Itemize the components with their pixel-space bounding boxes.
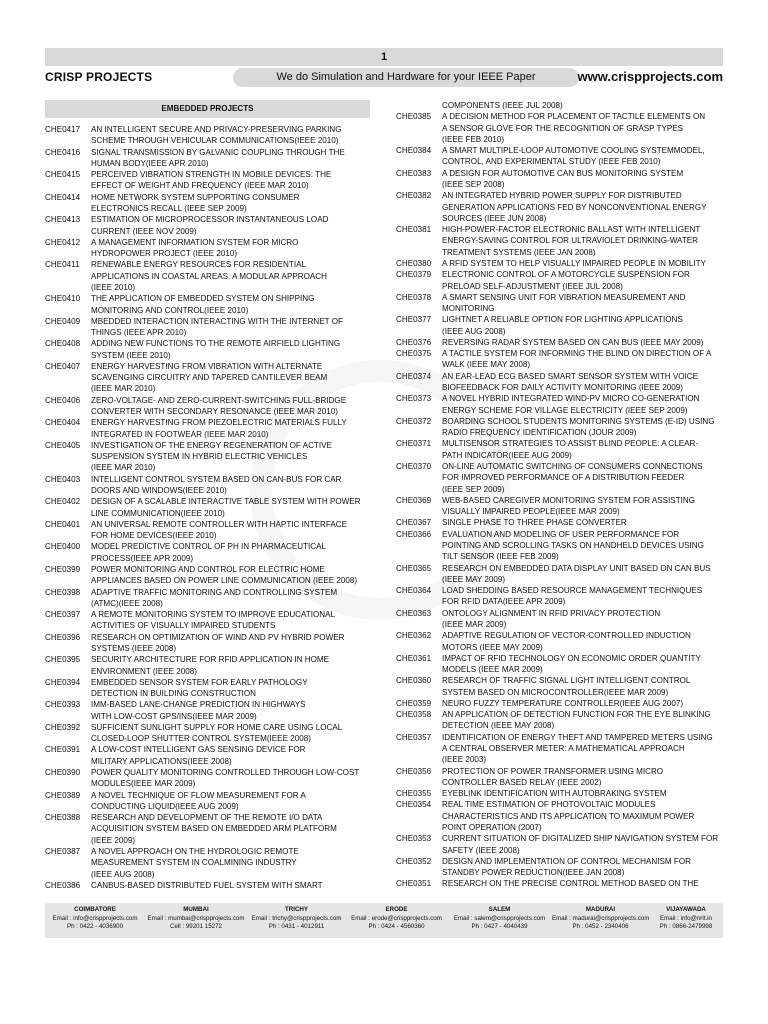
project-code: CHE0354 <box>396 800 432 810</box>
project-entry <box>396 585 726 608</box>
project-code: CHE0358 <box>396 710 432 720</box>
project-code: CHE0384 <box>396 146 432 156</box>
project-title: ADAPTIVE TRAFFIC MONITORING AND CONTROLLING SYSTEM (ATMC)(IEEE 2008) <box>91 587 338 608</box>
project-title: A DESIGN FOR AUTOMOTIVE CAN BUS MONITORING SYSTEM (IEEE SEP 2008) <box>442 168 684 189</box>
project-entry <box>396 653 726 676</box>
project-title: A NOVEL TECHNIQUE OF FLOW MEASUREMENT FOR A CONDUCTING LIQUID(IEEE AUG 2009) <box>91 790 306 811</box>
project-code: CHE0395 <box>45 655 81 665</box>
office-city: MADURAI <box>585 906 616 913</box>
project-entry <box>396 495 726 518</box>
office-city: TRICHY <box>284 906 309 913</box>
project-title: HOME NETWORK SYSTEM SUPPORTING CONSUMER ELECTRONICS RECALL (IEEE SEP 2009) <box>91 192 300 213</box>
project-title: DESIGN AND IMPLEMENTATION OF CONTROL MECHANISM FOR STANDBY POWER REDUCTION(IEEE JAN 2008) <box>442 856 691 878</box>
project-entry <box>396 529 726 563</box>
project-code: CHE0361 <box>396 653 432 663</box>
project-title: AN INTELLIGENT SECURE AND PRIVACY-PRESERVING PARKING SCHEME THROUGH VEHICULAR COMMUNICATIONS(IEEE 2010) <box>91 125 342 146</box>
project-code: CHE0387 <box>45 847 81 856</box>
project-title: SECURITY ARCHITECTURE FOR RFID APPLICATION IN HOME ENVIRONMENT (IEEE 2008) <box>91 655 330 676</box>
office-city: SALEM <box>488 906 511 913</box>
project-entry <box>396 348 726 371</box>
project-entry <box>45 440 370 474</box>
project-code: CHE0401 <box>45 519 81 529</box>
project-title: A DECISION METHOD FOR PLACEMENT OF TACTILE ELEMENTS ON A SENSOR GLOVE FOR THE RECOGNITION OF GRASP TYPES (IEEE FEB 2010) <box>442 112 706 144</box>
project-title: LIGHTNET A RELIABLE OPTION FOR LIGHTING APPLICATIONS (IEEE AUG 2008) <box>442 315 683 336</box>
project-entry <box>45 474 370 497</box>
project-entry <box>396 224 726 258</box>
project-title: PERCEIVED VIBRATION STRENGTH IN MOBILE DEVICES: THE EFFECT OF WEIGHT AND FREQUENCY (IEEE MAR 2010) <box>91 170 332 191</box>
page-header <box>45 68 723 88</box>
project-code: CHE0386 <box>45 880 81 890</box>
office-email[interactable]: Email : madurai@crispprojects.com <box>552 915 650 922</box>
project-title: ONTOLOGY ALIGNMENT IN RFID PRIVACY PROTECTION (IEEE MAR 2009) <box>442 608 661 629</box>
project-entry <box>396 314 726 337</box>
project-title: HIGH-POWER-FACTOR ELECTRONIC BALLAST WITH INTELLIGENT ENERGY-SAVING CONTROL FOR ULTRAVIOLET DRINKING-WATER TREATMENT SYSTEMS (IEEE JAN 2008) <box>442 225 701 257</box>
office-email[interactable]: Email : salem@crispprojects.com <box>453 915 546 922</box>
project-entry <box>396 563 726 586</box>
project-code: CHE0352 <box>396 856 432 866</box>
project-title: CANBUS-BASED DISTRIBUTED FUEL SYSTEM WITH SMART <box>91 880 323 890</box>
project-entry <box>396 517 726 528</box>
project-entry <box>396 799 726 833</box>
project-entry <box>396 878 726 889</box>
project-title: RESEARCH AND DEVELOPMENT OF THE REMOTE I/O DATA ACQUISITION SYSTEM BASED ON EMBEDDED ARM PLATFORM (IEEE 2009) <box>91 813 337 845</box>
project-entry <box>396 608 726 631</box>
office-phone: Ph : 0424 - 4560360 <box>368 923 425 930</box>
project-code: CHE0371 <box>396 439 432 449</box>
project-title: EMBEDDED SENSOR SYSTEM FOR EARLY PATHOLOGY DETECTION IN BUILDING CONSTRUCTION <box>91 677 308 699</box>
section-title: EMBEDDED PROJECTS <box>45 100 370 118</box>
project-title: ENERGY HARVESTING FROM VIBRATION WITH ALTERNATE SCAVENGING CIRCUITRY AND TAPERED CANTILEVER BEAM (IEEE MAR 2010) <box>91 361 328 394</box>
project-entry <box>396 371 726 394</box>
project-code: CHE0379 <box>396 270 432 280</box>
project-title: ON-LINE AUTOMATIC SWITCHING OF CONSUMERS CONNECTIONS FOR IMPROVED PERFORMANCE OF A DISTRIBUTION FEEDER (IEEE SEP 2009) <box>442 462 703 494</box>
project-entry <box>45 654 370 677</box>
project-entry <box>396 788 726 799</box>
project-code: CHE0385 <box>396 112 432 122</box>
office-email[interactable]: Email : info@nrit.in <box>659 915 713 922</box>
project-title: A REMOTE MONITORING SYSTEM TO IMPROVE EDUCATIONAL ACTIVITIES OF VISUALLY IMPAIRED STUDENTS <box>91 610 336 631</box>
project-entry <box>45 722 370 745</box>
project-entry <box>396 416 726 439</box>
project-code: CHE0412 <box>45 237 81 247</box>
office-city: VIJAYAWADA <box>666 906 706 913</box>
project-entry <box>396 856 726 879</box>
project-entry <box>45 744 370 767</box>
project-code: CHE0416 <box>45 147 81 157</box>
project-entry <box>45 417 370 440</box>
project-entry <box>396 766 726 789</box>
project-title: THE APPLICATION OF EMBEDDED SYSTEM ON SHIPPING MONITORING AND CONTROL(IEEE 2010) <box>91 294 315 315</box>
project-code: CHE0417 <box>45 125 81 134</box>
project-entry <box>396 709 726 732</box>
project-code: CHE0392 <box>45 722 81 732</box>
office-city: MUMBAI <box>183 906 209 913</box>
project-code: CHE0376 <box>396 337 432 347</box>
project-code: CHE0369 <box>396 495 432 505</box>
website-url: www.crispprojects.com <box>577 69 723 84</box>
project-entry <box>45 192 370 215</box>
project-title: RESEARCH ON OPTIMIZATION OF WIND AND PV HYBRID POWER SYSTEMS (IEEE 2008) <box>91 632 345 653</box>
project-entry <box>396 732 726 766</box>
project-code: CHE0360 <box>396 676 432 686</box>
project-title: A NOVEL HYBRID INTEGRATED WIND-PV MICRO CO-GENERATION ENERGY SCHEME FOR VILLAGE ELECTRICITY (IEEE SEP 2009) <box>442 394 700 415</box>
project-title: REAL TIME ESTIMATION OF PHOTOVOLTAIC MODULES CHARACTERISTICS AND ITS APPLICATION TO MAXIMUM POWER POINT OPERATION (2007) <box>442 800 695 832</box>
project-entry <box>396 145 726 168</box>
project-code: CHE0393 <box>45 700 81 710</box>
office-phone: Ph : 0866-2479998 <box>659 923 713 930</box>
project-title: AN APPLICATION OF DETECTION FUNCTION FOR THE EYE BLINKING DETECTION (IEEE MAY 2008) <box>442 710 711 731</box>
project-code: CHE0374 <box>396 371 432 381</box>
project-code: CHE0362 <box>396 631 432 641</box>
project-title: INTELLIGENT CONTROL SYSTEM BASED ON CAN-BUS FOR CAR DOORS AND WINDOWS(IEEE 2010) <box>91 474 342 495</box>
office-email[interactable]: Email : erode@crispprojects.com <box>351 915 442 922</box>
project-title: ENERGY HARVESTING FROM PIEZOELECTRIC MATERIALS FULLY INTEGRATED IN FOOTWEAR (IEEE MAR 2010) <box>91 418 347 439</box>
project-title: REVERSING RADAR SYSTEM BASED ON CAN BUS (IEEE MAY 2009) <box>442 337 704 347</box>
project-code: CHE0383 <box>396 168 432 178</box>
project-title: POWER MONITORING AND CONTROL FOR ELECTRIC HOME APPLIANCES BASED ON POWER LINE COMMUNICATION (IEEE 2008) <box>91 564 358 586</box>
continuation-text: COMPONENTS (IEEE JUL 2008) <box>442 101 563 110</box>
project-code: CHE0373 <box>396 394 432 404</box>
project-code: CHE0355 <box>396 789 432 799</box>
project-entry <box>396 269 726 292</box>
project-entry <box>45 767 370 790</box>
project-entry <box>45 632 370 655</box>
project-title: RESEARCH ON EMBEDDED DATA DISPLAY UNIT BASED ON CAN BUS (IEEE MAY 2009) <box>442 563 711 584</box>
project-entry <box>45 541 370 564</box>
project-title: A LOW-COST INTELLIGENT GAS SENSING DEVICE FOR MILITARY APPLICATIONS(IEEE 2008) <box>91 745 306 766</box>
project-title: IMM-BASED LANE-CHANGE PREDICTION IN HIGHWAYS WITH LOW-COST GPS/INS(IEEE MAR 2009) <box>91 700 306 721</box>
right-column <box>396 100 726 890</box>
project-entry <box>396 258 726 269</box>
project-title: AN UNIVERSAL REMOTE CONTROLLER WITH HAPTIC INTERFACE FOR HOME DEVICES(IEEE 2010) <box>91 519 348 541</box>
project-title: INVESTIGATION OF THE ENERGY REGENERATION OF ACTIVE SUSPENSION SYSTEM IN HYBRID ELECTRIC VEHICLES (IEEE MAR 2010) <box>91 440 332 473</box>
page-number: 1 <box>380 51 388 63</box>
project-code: CHE0399 <box>45 564 81 574</box>
left-column <box>45 100 370 891</box>
project-title: MBEDDED INTERACTION INTERACTING WITH THE INTERNET OF THINGS (IEEE APR 2010) <box>91 316 343 338</box>
project-code: CHE0414 <box>45 192 81 202</box>
office-phone: Ph : 0427 - 4040439 <box>471 923 528 930</box>
office-phone: Ph : 0431 - 4012911 <box>268 923 325 930</box>
project-code: CHE0370 <box>396 462 432 471</box>
project-entry <box>396 833 726 856</box>
project-title: AN INTEGRATED HYBRID POWER SUPPLY FOR DISTRIBUTED GENERATION APPLICATIONS FED BY NONCONVENTIONAL ENERGY SOURCES (IEEE JUN 2008) <box>442 191 707 223</box>
project-title: A MANAGEMENT INFORMATION SYSTEM FOR MICRO HYDROPOWER PROJECT (IEEE 2010) <box>91 237 299 259</box>
project-entry <box>45 587 370 610</box>
project-code: CHE0405 <box>45 440 81 450</box>
project-code: CHE0396 <box>45 632 81 642</box>
project-title: A RFID SYSTEM TO HELP VISUALLY IMPAIRED PEOPLE IN MOBILITY <box>442 258 707 268</box>
project-title: CURRENT SITUATION OF DIGITALIZED SHIP NAVIGATION SYSTEM FOR SAFETY (IEEE 2008) <box>442 834 719 855</box>
project-entry <box>396 190 726 224</box>
office-phone: Ph : 0452 - 2340406 <box>572 923 629 930</box>
project-entry <box>45 214 370 237</box>
project-entry <box>45 677 370 700</box>
project-code: CHE0366 <box>396 529 432 539</box>
project-title: ADDING NEW FUNCTIONS TO THE REMOTE AIRFIELD LIGHTING SYSTEM (IEEE 2010) <box>91 339 341 360</box>
project-title: ELECTRONIC CONTROL OF A MOTORCYCLE SUSPENSION FOR PRELOAD SELF-ADJUSTMENT (IEEE JUL 2008) <box>442 270 690 291</box>
project-title: POWER QUALITY MONITORING CONTROLLED THROUGH LOW-COST MODULES(IEEE MAR 2009) <box>91 768 360 789</box>
project-title: BOARDING SCHOOL STUDENTS MONITORING SYSTEMS (E-ID) USING RADIO FREQUENCY IDENTIFICATION (JOUR 2009) <box>442 416 715 438</box>
project-title: EYEBLINK IDENTIFICATION WITH AUTOBRAKING SYSTEM <box>442 789 667 799</box>
project-entry <box>45 259 370 293</box>
project-code: CHE0372 <box>396 416 432 426</box>
project-code: CHE0413 <box>45 215 81 225</box>
project-code: CHE0356 <box>396 766 432 776</box>
project-entry <box>396 168 726 191</box>
project-code: CHE0397 <box>45 610 81 620</box>
project-entry <box>45 609 370 632</box>
project-title: MODEL PREDICTIVE CONTROL OF PH IN PHARMACEUTICAL PROCESS(IEEE APR 2009) <box>91 542 327 563</box>
project-entry <box>45 316 370 339</box>
project-title: WEB-BASED CAREGIVER MONITORING SYSTEM FOR ASSISTING VISUALLY IMPAIRED PEOPLE(IEEE MAR 2009) <box>442 495 696 517</box>
project-entry <box>45 812 370 846</box>
project-entry <box>45 361 370 395</box>
project-code: CHE0359 <box>396 698 432 708</box>
project-code: CHE0400 <box>45 542 81 552</box>
project-code: CHE0382 <box>396 191 432 201</box>
project-title: LOAD SHEDDING BASED RESOURCE MANAGEMENT TECHNIQUES FOR RFID DATA(IEEE APR 2009) <box>442 586 703 607</box>
project-entry <box>45 395 370 418</box>
project-entry <box>396 292 726 315</box>
project-code: CHE0363 <box>396 608 432 618</box>
project-code: CHE0351 <box>396 879 432 889</box>
project-entry <box>396 630 726 653</box>
project-title: SUFFICIENT SUNLIGHT SUPPLY FOR HOME CARE USING LOCAL CLOSED-LOOP SHUTTER CONTROL SYSTEM(IEEE 2008) <box>91 722 343 744</box>
project-entry <box>45 338 370 361</box>
project-title: IDENTIFICATION OF ENERGY THEFT AND TAMPERED METERS USING A CENTRAL OBSERVER METER: A MATHEMATICAL APPROACH (IEEE 2003) <box>442 732 713 765</box>
project-title: A SMART SENSING UNIT FOR VIBRATION MEASUREMENT AND MONITORING <box>442 292 686 314</box>
project-title: RENEWABLE ENERGY RESOURCES FOR RESIDENTIAL APPLICATIONS IN COASTAL AREAS: A MODULAR APPROACH (IEEE 2010) <box>91 260 327 292</box>
brand-name: CRISP PROJECTS <box>45 70 153 84</box>
project-entry <box>396 698 726 709</box>
project-code: CHE0353 <box>396 834 432 844</box>
project-code: CHE0404 <box>45 418 81 428</box>
project-code: CHE0398 <box>45 587 81 597</box>
project-code: CHE0357 <box>396 732 432 742</box>
project-entry <box>396 111 726 145</box>
office-phone: Ph : 0422 - 4036900 <box>66 923 124 930</box>
office-email[interactable]: Email : trichy@crispprojects.com <box>251 915 342 922</box>
project-entry <box>45 519 370 542</box>
project-code: CHE0380 <box>396 258 432 268</box>
project-title: A TACTILE SYSTEM FOR INFORMING THE BLIND ON DIRECTION OF A WALK (IEEE MAY 2008) <box>442 349 712 370</box>
project-entry <box>396 675 726 698</box>
footer-contacts <box>45 903 723 938</box>
project-code: CHE0403 <box>45 474 81 484</box>
project-code: CHE0389 <box>45 790 81 800</box>
project-code: CHE0364 <box>396 586 432 596</box>
project-entry <box>45 293 370 316</box>
project-code: CHE0402 <box>45 497 81 507</box>
project-title: NEURO FUZZY TEMPERATURE CONTROLLER(IEEE AUG 2007) <box>442 698 684 708</box>
project-entry <box>396 438 726 461</box>
project-code: CHE0388 <box>45 813 81 823</box>
project-entry <box>396 337 726 348</box>
right-project-list <box>396 111 726 889</box>
office-city: ERODE <box>385 906 408 913</box>
project-entry <box>45 124 370 147</box>
project-title: RESEARCH OF TRAFFIC SIGNAL LIGHT INTELLIGENT CONTROL SYSTEM BASED ON MICROCONTROLLER(IEEE MAR 2009) <box>442 676 691 697</box>
project-code: CHE0409 <box>45 316 81 326</box>
project-code: CHE0415 <box>45 170 81 180</box>
project-code: CHE0378 <box>396 292 432 302</box>
project-code: CHE0365 <box>396 563 432 573</box>
project-title: MULTISENSOR STRATEGIES TO ASSIST BLIND PEOPLE: A CLEAR- PATH INDICATOR(IEEE AUG 2009) <box>442 439 699 460</box>
project-entry <box>45 699 370 722</box>
project-title: DESIGN OF A SCALABLE INTERACTIVE TABLE SYSTEM WITH POWER LINE COMMUNICATION(IEEE 2010) <box>91 497 361 518</box>
project-title: ESTIMATION OF MICROPROCESSOR INSTANTANEOUS LOAD CURRENT (IEEE NOV 2009) <box>91 215 329 236</box>
project-title: SINGLE PHASE TO THREE PHASE CONVERTER <box>442 518 627 528</box>
project-title: A NOVEL APPROACH ON THE HYDROLOGIC REMOTE MEASUREMENT SYSTEM IN COALMINING INDUSTRY (IEEE AUG 2008) <box>91 847 299 879</box>
project-code: CHE0375 <box>396 349 432 359</box>
office-email[interactable]: Email : info@crispprojects.com <box>52 915 138 922</box>
project-entry <box>45 169 370 192</box>
project-code: CHE0410 <box>45 294 81 304</box>
project-entry <box>45 790 370 813</box>
project-code: CHE0381 <box>396 225 432 235</box>
project-code: CHE0367 <box>396 518 432 528</box>
project-entry <box>396 393 726 416</box>
project-entry <box>45 564 370 587</box>
office-phone: Cell : 99201 15272 <box>170 923 222 930</box>
project-code: CHE0406 <box>45 395 81 405</box>
project-code: CHE0391 <box>45 745 81 755</box>
project-title: RESEARCH ON THE PRECISE CONTROL METHOD BASED ON THE <box>442 879 699 889</box>
project-code: CHE0390 <box>45 768 81 778</box>
office-city: COIMBATORE <box>74 906 116 913</box>
page-number-bar <box>45 48 723 66</box>
tagline-banner: We do Simulation and Hardware for your IEEE Paper <box>233 68 579 87</box>
project-code: CHE0407 <box>45 361 81 371</box>
office-email[interactable]: Email : mumbai@crispprojects.com <box>147 915 245 922</box>
project-title: ADAPTIVE REGULATION OF VECTOR-CONTROLLED INDUCTION MOTORS (IEEE MAY 2009) <box>442 631 691 652</box>
project-code: CHE0394 <box>45 677 81 687</box>
project-code: CHE0377 <box>396 315 432 325</box>
project-entry <box>45 237 370 260</box>
project-entry <box>45 880 370 891</box>
project-entry <box>45 496 370 519</box>
project-title: EVALUATION AND MODELING OF USER PERFORMANCE FOR POINTING AND SCROLLING TASKS ON HANDHELD DEVICES USING TILT SENSOR (IEEE FEB 2009) <box>442 529 704 562</box>
project-title: ZERO-VOLTAGE- AND ZERO-CURRENT-SWITCHING FULL-BRIDGE CONVERTER WITH SECONDARY RESONANCE (IEEE MAR 2010) <box>91 395 347 417</box>
project-title: AN EAR-LEAD ECG BASED SMART SENSOR SYSTEM WITH VOICE BIOFEEDBACK FOR DAILY ACTIVITY MONITORING (IEEE 2009) <box>442 371 699 393</box>
project-title: PROTECTION OF POWER TRANSFORMER USING MICRO CONTROLLER BASED RELAY (IEEE 2002) <box>442 766 664 787</box>
project-entry <box>45 147 370 170</box>
project-title: A SMART MULTIPLE-LOOP AUTOMOTIVE COOLING SYSTEMMODEL, CONTROL, AND EXPERIMENTAL STUDY (IEEE FEB 2010) <box>442 146 705 167</box>
project-title: SIGNAL TRANSMISSION BY GALVANIC COUPLING THROUGH THE HUMAN BODY(IEEE APR 2010) <box>91 147 345 168</box>
project-entry <box>45 846 370 880</box>
project-code: CHE0408 <box>45 339 81 349</box>
left-project-list <box>45 124 370 891</box>
project-code: CHE0411 <box>45 260 80 270</box>
project-title: IMPACT OF RFID TECHNOLOGY ON ECONOMIC ORDER QUANTITY MODELS (IEEE MAR 2009) <box>442 653 701 675</box>
project-entry <box>396 461 726 495</box>
